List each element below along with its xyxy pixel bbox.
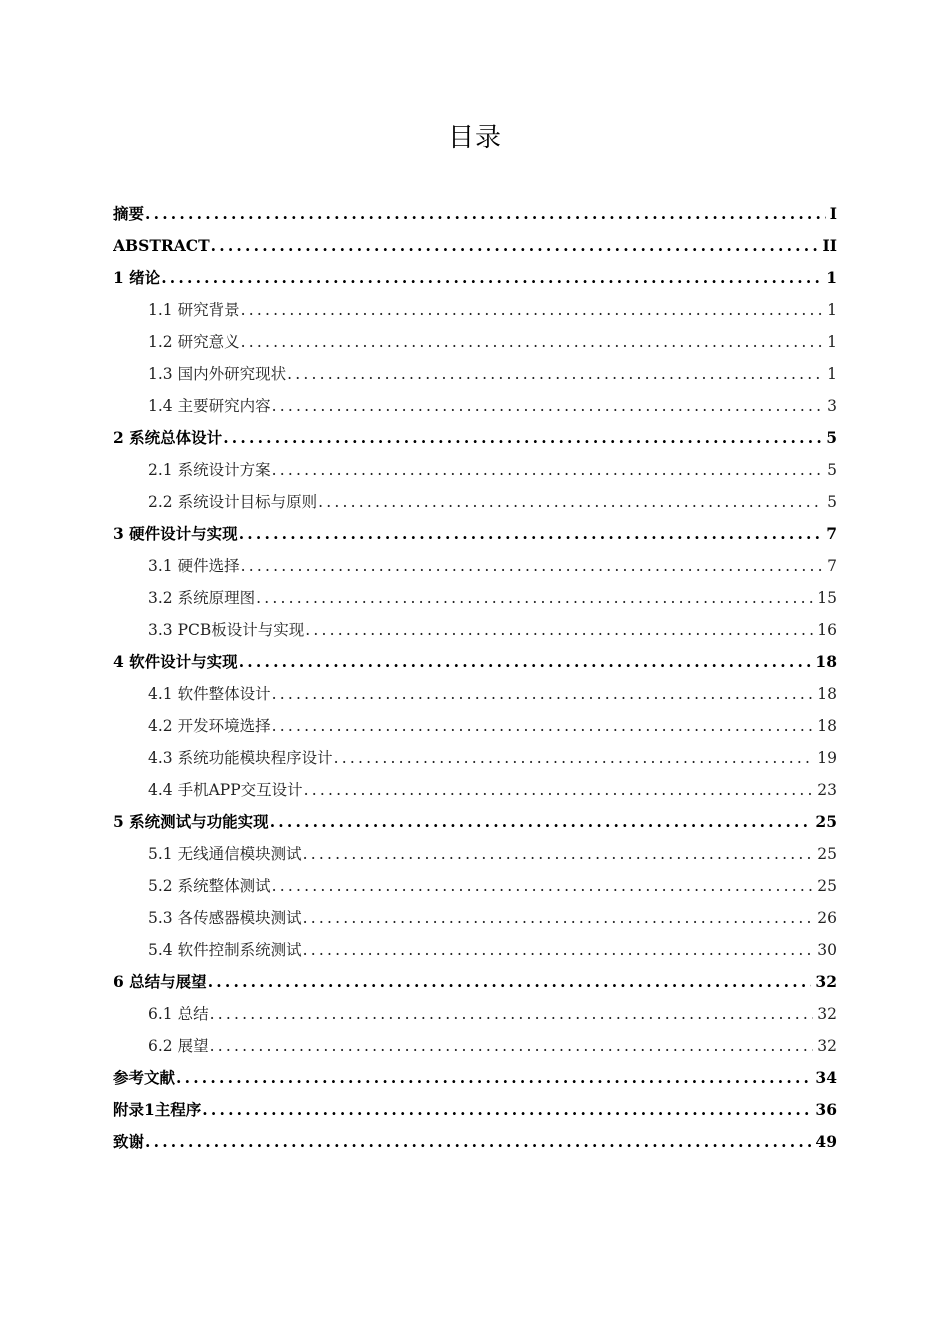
toc-entry-page-number: 19 [817,749,837,767]
toc-dot-leader [270,806,812,838]
toc-section-entry[interactable] [113,678,837,710]
toc-section-entry[interactable] [113,326,837,358]
toc-entry-label: 参考文献 [113,1068,176,1087]
toc-dot-leader [211,230,819,262]
toc-dot-leader [241,294,824,326]
toc-entry-label: 3.2 系统原理图 [148,589,256,607]
toc-entry-page-number: 36 [815,1100,837,1119]
toc-section-entry[interactable] [113,614,837,646]
toc-chapter-entry[interactable] [113,230,837,262]
toc-entry-label: 5.3 各传感器模块测试 [148,909,302,927]
toc-chapter-entry[interactable] [113,422,837,454]
toc-section-entry[interactable] [113,774,837,806]
toc-section-entry[interactable] [113,550,837,582]
toc-section-entry[interactable] [113,870,837,902]
toc-dot-leader [272,454,824,486]
toc-entry-label: 2.1 系统设计方案 [148,461,271,479]
toc-section-entry[interactable] [113,390,837,422]
toc-entry-page-number: 16 [817,621,837,639]
toc-title: 目录 [447,123,502,153]
table-of-contents [113,198,837,1158]
toc-chapter-entry[interactable] [113,1062,837,1094]
toc-entry-label: 4 软件设计与实现 [113,652,238,671]
toc-section-entry[interactable] [113,998,837,1030]
toc-dot-leader [272,710,814,742]
toc-entry-page-number: 26 [817,909,837,927]
toc-entry-label: 3 硬件设计与实现 [113,524,238,543]
toc-section-entry[interactable] [113,1030,837,1062]
toc-entry-label: 6.1 总结 [148,1005,209,1023]
toc-entry-page-number: 32 [817,1037,837,1055]
toc-chapter-entry[interactable] [113,198,837,230]
toc-entry-page-number: 1 [826,268,837,287]
toc-dot-leader [145,1126,811,1158]
toc-chapter-entry[interactable] [113,1126,837,1158]
toc-entry-page-number: 3 [827,397,837,415]
toc-entry-label: 附录1主程序 [113,1100,202,1119]
toc-section-entry[interactable] [113,454,837,486]
toc-entry-label: 4.3 系统功能模块程序设计 [148,749,333,767]
toc-section-entry[interactable] [113,710,837,742]
toc-entry-label: 5.2 系统整体测试 [148,877,271,895]
toc-entry-label: 2 系统总体设计 [113,428,223,447]
toc-dot-leader [256,582,813,614]
toc-entry-page-number: 25 [817,845,837,863]
toc-chapter-entry[interactable] [113,806,837,838]
toc-section-entry[interactable] [113,742,837,774]
toc-entry-label: 6 总结与展望 [113,972,207,991]
toc-entry-label: 3.1 硬件选择 [148,557,240,575]
toc-section-entry[interactable] [113,838,837,870]
toc-entry-page-number: 25 [815,812,837,831]
toc-entry-label: 2.2 系统设计目标与原则 [148,493,318,511]
toc-entry-label: 6.2 展望 [148,1037,209,1055]
toc-section-entry[interactable] [113,582,837,614]
toc-entry-label: 3.3 PCB板设计与实现 [148,621,305,639]
toc-entry-page-number: 7 [826,524,837,543]
toc-entry-label: 1.1 研究背景 [148,301,240,319]
toc-entry-page-number: 18 [815,652,837,671]
toc-dot-leader [318,486,823,518]
toc-entry-page-number: 18 [817,717,837,735]
toc-entry-page-number: 18 [817,685,837,703]
toc-entry-page-number: 15 [817,589,837,607]
toc-entry-page-number: 25 [817,877,837,895]
toc-entry-page-number: 34 [815,1068,837,1087]
toc-entry-page-number: 32 [815,972,837,991]
toc-entry-page-number: 5 [827,461,837,479]
toc-section-entry[interactable] [113,934,837,966]
toc-entry-page-number: 7 [827,557,837,575]
toc-entry-page-number: I [829,204,837,223]
toc-dot-leader [239,518,823,550]
toc-section-entry[interactable] [113,902,837,934]
toc-section-entry[interactable] [113,294,837,326]
toc-chapter-entry[interactable] [113,966,837,998]
toc-entry-page-number: 5 [827,493,837,511]
toc-chapter-entry[interactable] [113,1094,837,1126]
toc-entry-label: 1.2 研究意义 [148,333,240,351]
toc-section-entry[interactable] [113,358,837,390]
toc-dot-leader [303,838,814,870]
toc-dot-leader [241,550,824,582]
toc-dot-leader [239,646,812,678]
toc-entry-page-number: 23 [817,781,837,799]
toc-entry-label: 致谢 [113,1132,145,1151]
toc-entry-page-number: 49 [815,1132,837,1151]
toc-chapter-entry[interactable] [113,262,837,294]
toc-dot-leader [241,326,824,358]
toc-dot-leader [161,262,822,294]
toc-entry-label: 5.4 软件控制系统测试 [148,941,302,959]
toc-dot-leader [303,934,814,966]
toc-entry-label: 1.3 国内外研究现状 [148,365,287,383]
toc-entry-label: 1.4 主要研究内容 [148,397,271,415]
toc-dot-leader [176,1062,811,1094]
toc-entry-page-number: II [822,236,837,255]
toc-entry-label: 1 绪论 [113,268,161,287]
toc-dot-leader [272,390,824,422]
toc-dot-leader [303,902,814,934]
toc-entry-label: 4.4 手机APP交互设计 [148,781,303,799]
toc-chapter-entry[interactable] [113,646,837,678]
toc-dot-leader [304,774,814,806]
toc-dot-leader [210,1030,814,1062]
toc-dot-leader [305,614,813,646]
toc-entry-page-number: 1 [827,333,837,351]
toc-entry-label: ABSTRACT [113,236,210,255]
toc-dot-leader [272,678,814,710]
toc-chapter-entry[interactable] [113,518,837,550]
toc-entry-label: 5.1 无线通信模块测试 [148,845,302,863]
toc-entry-label: 摘要 [113,204,145,223]
toc-entry-page-number: 1 [827,365,837,383]
toc-dot-leader [272,870,814,902]
toc-dot-leader [145,198,826,230]
toc-dot-leader [210,998,814,1030]
toc-dot-leader [202,1094,811,1126]
toc-dot-leader [334,742,814,774]
toc-dot-leader [223,422,822,454]
toc-entry-page-number: 30 [817,941,837,959]
toc-entry-page-number: 1 [827,301,837,319]
toc-dot-leader [287,358,823,390]
toc-entry-label: 4.1 软件整体设计 [148,685,271,703]
toc-entry-label: 5 系统测试与功能实现 [113,812,269,831]
toc-section-entry[interactable] [113,486,837,518]
toc-dot-leader [208,966,812,998]
toc-entry-page-number: 32 [817,1005,837,1023]
toc-entry-label: 4.2 开发环境选择 [148,717,271,735]
toc-entry-page-number: 5 [826,428,837,447]
